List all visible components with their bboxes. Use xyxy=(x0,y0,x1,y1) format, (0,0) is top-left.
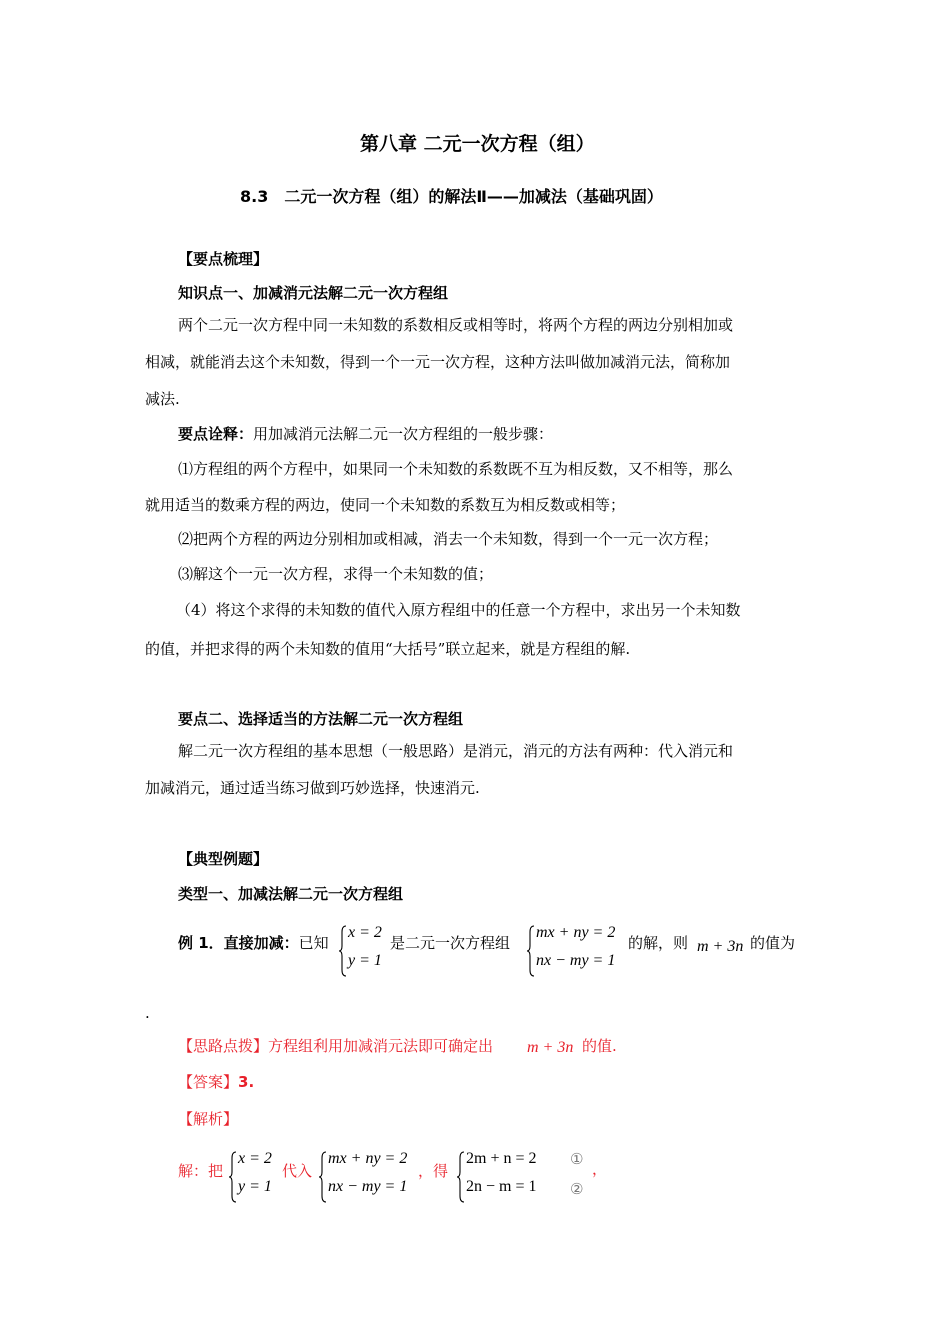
sol-system-result xyxy=(456,1150,556,1204)
hint-text: 方程组利用加减消元法即可确定出 xyxy=(268,1037,494,1055)
left-brace-icon xyxy=(338,924,348,978)
ex1-blank: . xyxy=(145,1004,150,1022)
key-points-header: 【要点梳理】 xyxy=(178,250,269,268)
ex1-label-line xyxy=(178,932,329,953)
sol-get: ，得 xyxy=(418,1162,449,1180)
chapter-title: 第八章 二元一次方程（组） xyxy=(360,133,595,155)
ex1-mid: 是二元一次方程组 xyxy=(390,934,511,952)
left-brace-icon xyxy=(228,1150,238,1204)
note-line xyxy=(178,416,553,452)
left-brace-icon xyxy=(318,1150,328,1204)
answer-label: 【答案】 xyxy=(178,1073,239,1091)
sol-prefix: 解：把 xyxy=(178,1162,224,1180)
sol-system-mn xyxy=(318,1150,428,1204)
kp2-line1: 解二元一次方程组的基本思想（一般思路）是消元，消元的方法有两种：代入消元和 xyxy=(178,742,734,760)
left-brace-icon xyxy=(456,1150,466,1204)
hint-line xyxy=(178,1035,493,1056)
ex1-label: 例 1．直接加减： xyxy=(178,934,299,952)
left-brace-icon xyxy=(526,924,536,978)
sol-xy-eq1: x = 2 xyxy=(238,1150,272,1167)
mark-1: ① xyxy=(570,1150,584,1168)
ex1-known: 已知 xyxy=(298,934,329,952)
ex1-mn-eq2: nx − my = 1 xyxy=(536,952,616,969)
analysis-label: 【解析】 xyxy=(178,1110,239,1128)
type1-title: 类型一、加减法解二元一次方程组 xyxy=(178,885,404,903)
ex1-after: 的解，则 xyxy=(628,934,689,952)
kp1-line1: 两个二元一次方程中同一未知数的系数相反或相等时，将两个方程的两边分别相加或 xyxy=(178,316,734,334)
ex1-expr: m + 3n xyxy=(697,938,744,955)
ex1-system-mn xyxy=(526,924,636,978)
sol-result-eq2: 2n − m = 1 xyxy=(466,1178,537,1195)
step1-line2: 就用适当的数乘方程的两边，使同一个未知数的系数互为相反数或相等； xyxy=(145,496,626,514)
step4-line2: 的值，并把求得的两个未知数的值用“大括号”联立起来，就是方程组的解. xyxy=(145,640,631,658)
hint-expr: m + 3n xyxy=(527,1039,574,1056)
hint-end: 的值. xyxy=(582,1037,617,1055)
hint-label: 【思路点拨】 xyxy=(178,1037,269,1055)
kp1-title: 知识点一、加减消元法解二元一次方程组 xyxy=(178,284,449,302)
section-title: 8.3 二元一次方程（组）的解法Ⅱ——加减法（基础巩固） xyxy=(240,187,663,206)
sol-system-xy xyxy=(228,1150,288,1204)
ex1-end: 的值为 xyxy=(750,934,796,952)
note-text: 用加减消元法解二元一次方程组的一般步骤： xyxy=(253,425,554,443)
kp2-line2: 加减消元，通过适当练习做到巧妙选择，快速消元. xyxy=(145,779,480,797)
sol-mn-eq1: mx + ny = 2 xyxy=(328,1150,408,1167)
step3: ⑶解这个一元一次方程，求得一个未知数的值； xyxy=(178,565,494,583)
sol-xy-eq2: y = 1 xyxy=(238,1178,272,1195)
sol-mn-eq2: nx − my = 1 xyxy=(328,1178,408,1195)
kp1-line2: 相减，就能消去这个未知数，得到一个一元一次方程，这种方法叫做加减消元法，简称加 xyxy=(145,353,731,371)
ex1-mn-eq1: mx + ny = 2 xyxy=(536,924,616,941)
examples-header: 【典型例题】 xyxy=(178,850,269,868)
kp1-line3: 减法. xyxy=(145,390,180,408)
sol-comma: ， xyxy=(592,1160,608,1178)
answer-value: 3. xyxy=(238,1073,255,1091)
step4-line1: （4）将这个求得的未知数的值代入原方程组中的任意一个方程中，求出另一个未知数 xyxy=(176,601,741,619)
kp2-title: 要点二、选择适当的方法解二元一次方程组 xyxy=(178,710,464,728)
note-label: 要点诠释： xyxy=(178,425,254,443)
ex1-xy-eq2: y = 1 xyxy=(348,952,382,969)
sol-result-eq1: 2m + n = 2 xyxy=(466,1150,537,1167)
step2: ⑵把两个方程的两边分别相加或相减，消去一个未知数，得到一个一元一次方程； xyxy=(178,530,719,548)
step1-line1: ⑴方程组的两个方程中，如果同一个未知数的系数既不互为相反数，又不相等，那么 xyxy=(178,460,734,478)
ex1-xy-eq1: x = 2 xyxy=(348,924,382,941)
answer-line xyxy=(178,1071,254,1092)
mark-2: ② xyxy=(570,1180,584,1198)
ex1-system-xy xyxy=(338,924,398,978)
sol-sub: 代入 xyxy=(282,1162,313,1180)
